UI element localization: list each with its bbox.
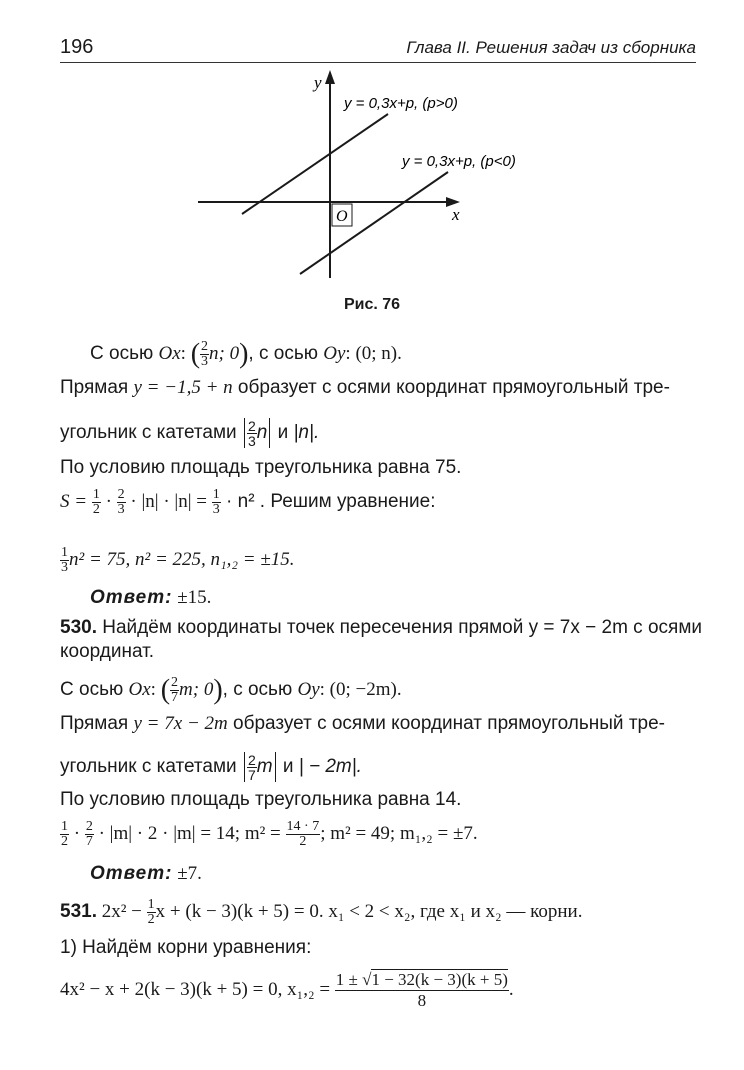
- figure-caption: Рис. 76: [343, 296, 401, 313]
- p529-area-formula: S = $\frac{1}{2}$ · $\frac{2}{3}$ · |n| · |n| = $\frac{1}{3}$ · n² . Решим уравнение:: [60, 487, 436, 517]
- p530-answer: Ответ: ±7.: [90, 863, 202, 884]
- header-rule: [60, 62, 696, 63]
- figure-76: [180, 68, 516, 293]
- p530-legs: угольник с катетами $\frac{2}{7}$ m и | − 2m|.: [60, 751, 362, 783]
- axis-label-y: y: [314, 73, 322, 92]
- axis-label-x: x: [452, 205, 460, 224]
- page-number: 196: [60, 36, 94, 58]
- p530-line-text: Прямая y = 7x − 2m образует с осями координат прямоугольный тре-: [60, 713, 665, 734]
- p531-roots: 4x² − x + 2(k − 3)(k + 5) = 0, x₁,₂ = $\frac{1 \pm √1 - 32(k - 3)(k + 5)}{8}$ .: [60, 970, 514, 1010]
- origin-label: O: [336, 208, 348, 225]
- line2-label: y = 0,3x+p, (p<0): [402, 153, 516, 170]
- line-negative-p: [300, 172, 448, 274]
- p530-area: По условию площадь треугольника равна 14.: [60, 789, 462, 810]
- p530-intersections: С осью Ox: ( $\frac{2}{7}$ m; 0), с осью Oy: (0; −2m).: [60, 674, 402, 706]
- p529-equation: $\frac{1}{3}$ n² = 75, n² = 225, n₁,₂ = ±15.: [61, 545, 295, 575]
- line-positive-p: [242, 114, 388, 214]
- p530-formula: $\frac{1}{2}$ · $\frac{2}{7}$ · |m| · 2 · |m| = 14; m² = $\frac{14 \cdot 7}{2}$ ; m² = 49; m₁,₂ = ±7.: [61, 819, 478, 849]
- p531-statement: 531. 2x² − $\frac{1}{2}$ x + (k − 3)(k + 5) = 0. x₁ < 2 < x₂, где x₁ и x₂ — корни.: [60, 897, 583, 927]
- p529-area: По условию площадь треугольника равна 75.: [60, 457, 462, 478]
- y-axis-arrow: [325, 70, 335, 84]
- p530-intro-cont: координат.: [60, 641, 155, 662]
- p531-step1: 1) Найдём корни уравнения:: [60, 937, 312, 958]
- p529-legs: угольник с катетами $\frac{2}{3}$ n и |n|.: [60, 417, 320, 449]
- p530-intro: 530. Найдём координаты точек пересечения прямой y = 7x − 2m с осями: [60, 617, 702, 638]
- p529-intersections: С осью Ox: ( $\frac{2}{3}$ n; 0), с осью Oy: (0; n).: [90, 338, 402, 370]
- p529-line-text: Прямая y = −1,5 + n образует с осями координат прямоугольный тре-: [60, 377, 670, 398]
- chapter-title: Глава II. Решения задач из сборника: [406, 38, 696, 57]
- line1-label: y = 0,3x+p, (p>0): [344, 95, 458, 112]
- p529-answer: Ответ: ±15.: [90, 587, 212, 608]
